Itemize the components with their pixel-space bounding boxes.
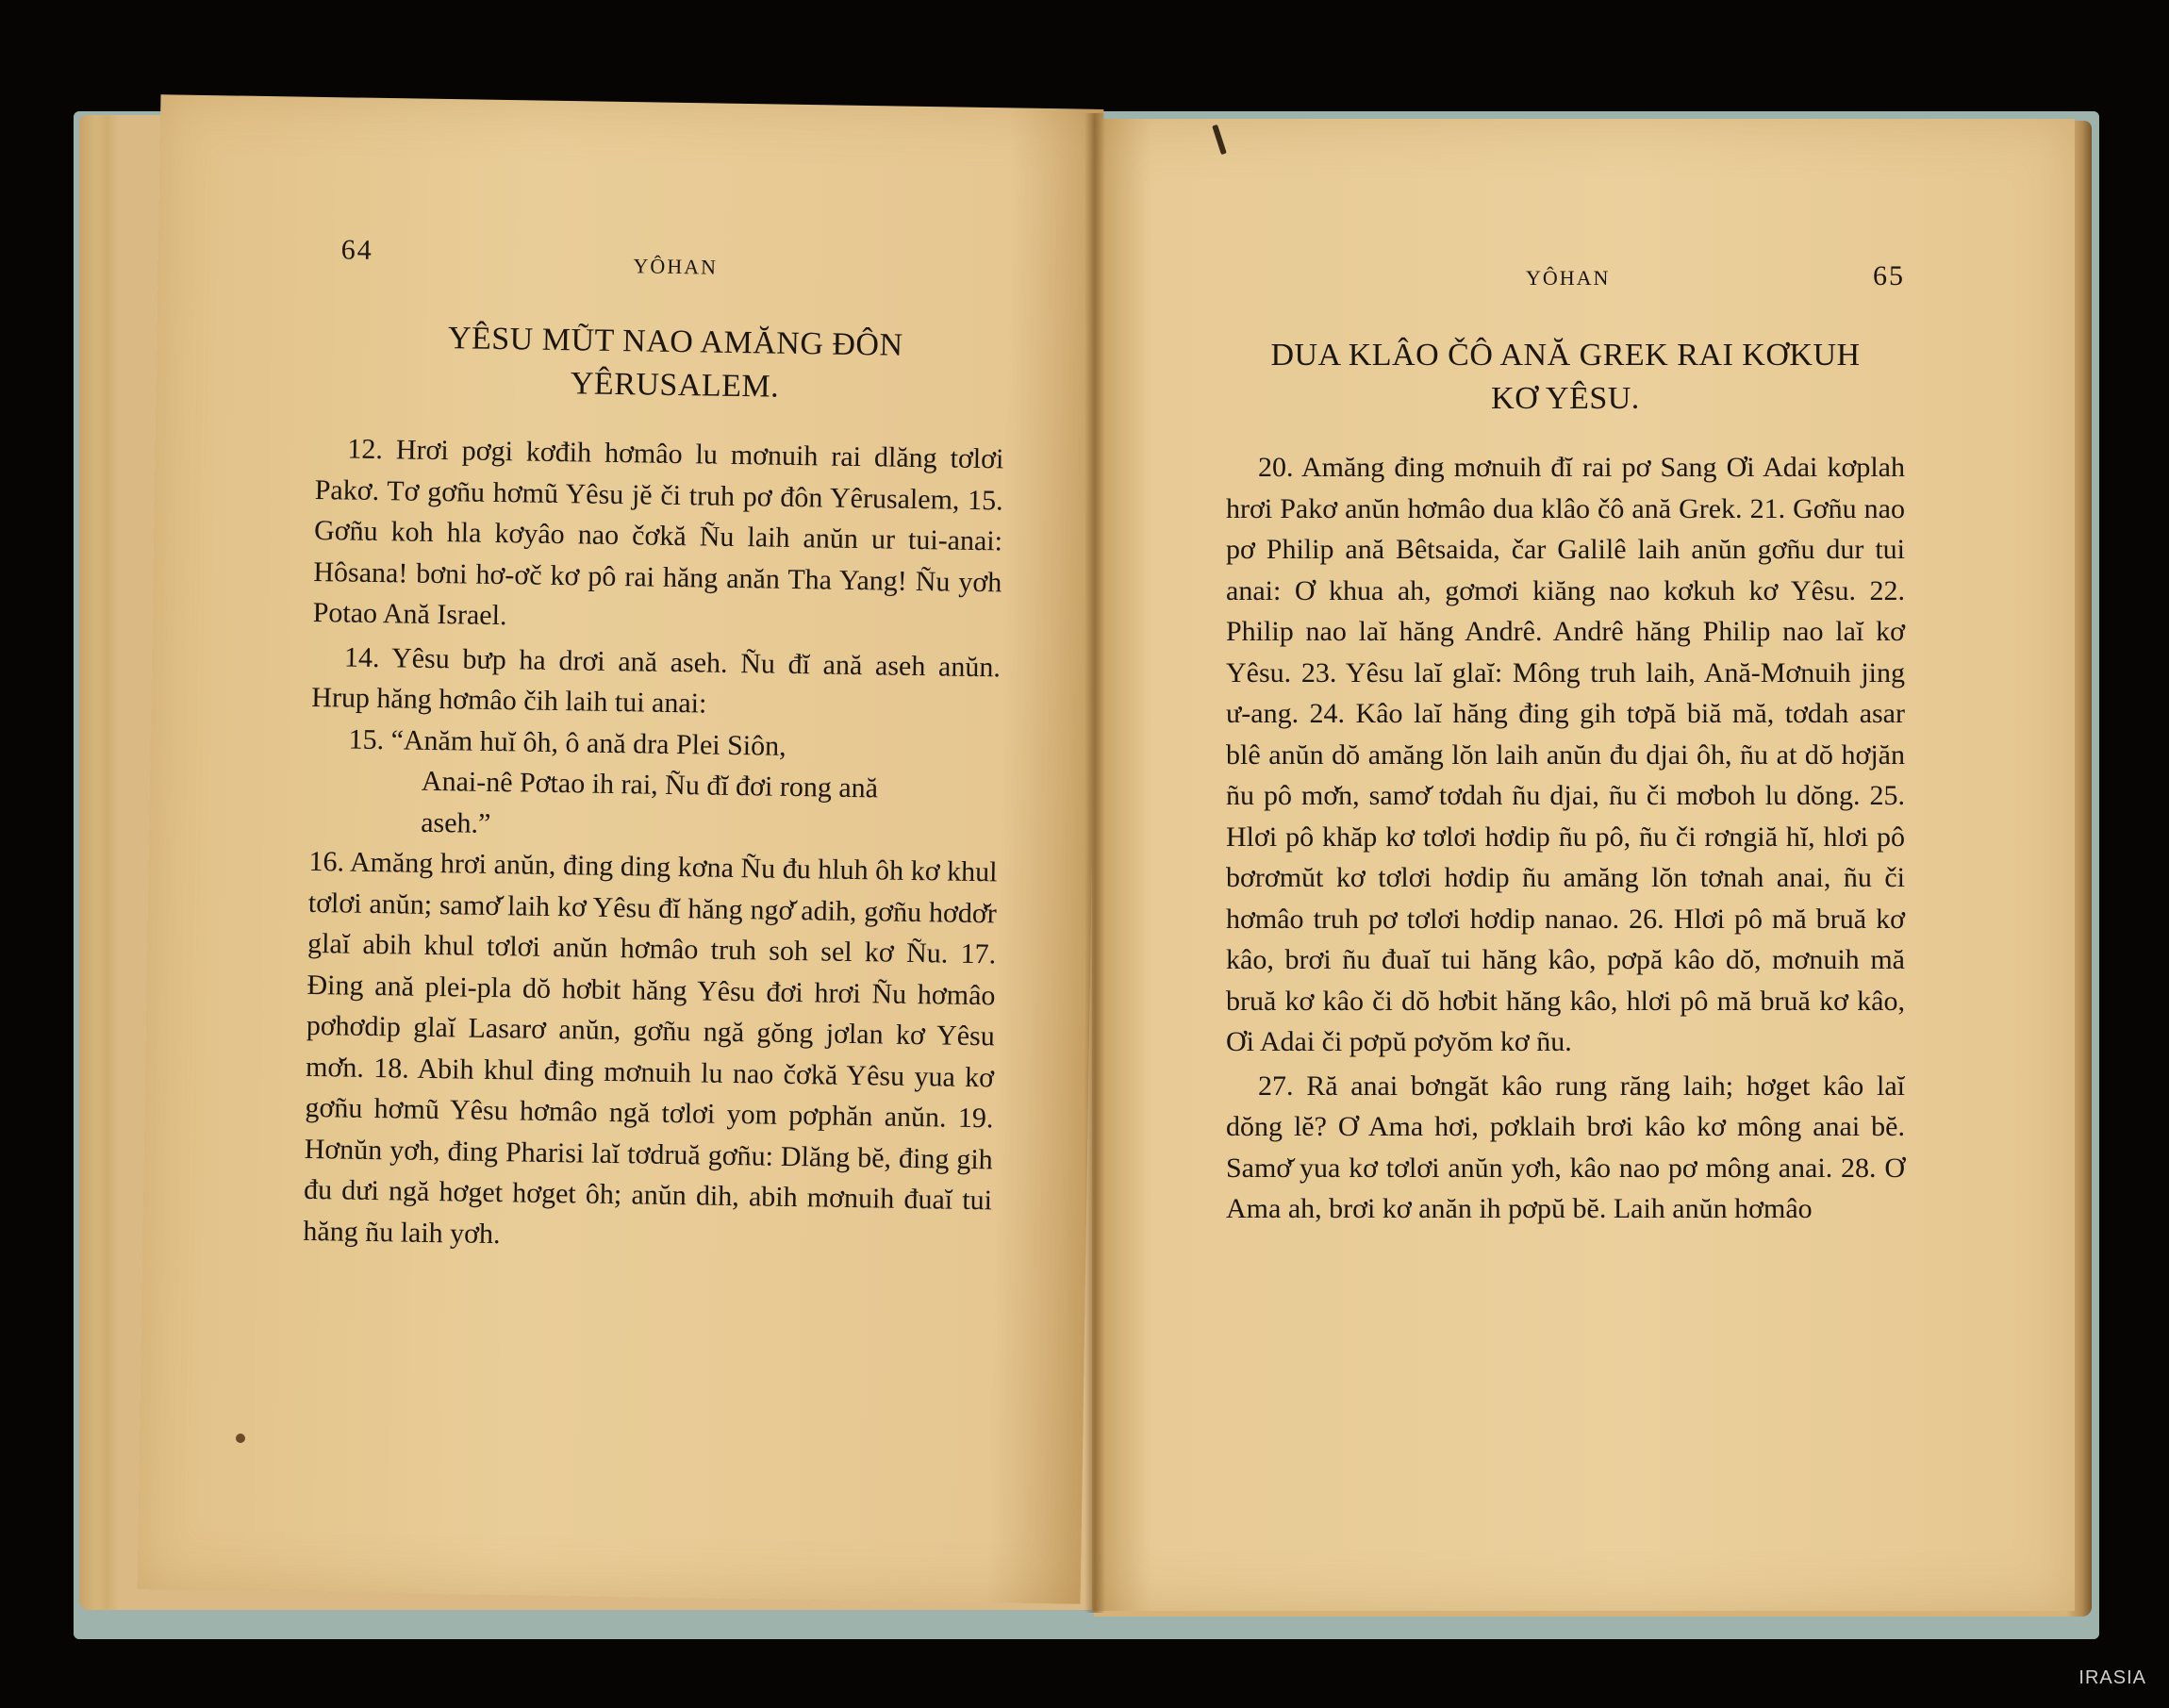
left-page-text — [303, 236, 1007, 1262]
right-section-title — [1226, 334, 1905, 421]
left-section-title-line2: YÊRUSALEM. — [570, 366, 780, 405]
left-paragraph-3: 16. Amăng hrơi anŭn, đing ding kơna Ñu đu hluh ôh kơ khul tơlơi anŭn; samơ̆ laih kơ Yêsu đĭ hăng ngơ̆ adih, gơñu hơdơ̆r glaĭ abih khul tơlơi anŭn hơmâo truh soh sel kơ Ñu. 17. Đing ană plei-pla dŏ hơbit hăng Yêsu đơi hrơi Ñu hơmâo pơhơdip glaĭ Lasarơ anŭn, gơñu ngă gŏng jơlan kơ Yêsu mơ̆n. 18. Abih khul đing mơnuih lu nao čơkă Yêsu yua kơ gơñu hơmũ Yêsu hơmâo ngă tơlơi yom pơphăn anŭn. 19. Hơnŭn yơh, đing Pharisi laĭ tơdruă gơñu: Dlăng bĕ, đing gih đu dưi ngă hơget hơget ôh; anŭn dih, abih mơnuih đuaĭ tui hăng ñu laih yơh. — [303, 845, 998, 1250]
left-running-title: YÔHAN — [633, 254, 719, 279]
left-paragraph-1: 12. Hrơi pơgi kơđih hơmâo lu mơnuih rai dlăng tơlơi Pakơ. Tơ gơñu hơmũ Yêsu jĕ či truh pơ đôn Yêrusalem, 15. Gơñu koh hla kơyâo nao čơkă Ñu laih anŭn ur tui-anai: Hôsana! bơni hơ-ơč kơ pô rai hăng anăn Tha Yang! Ñu yơh Potao Ană Israel. — [312, 433, 1004, 632]
left-paragraph-2: 14. Yêsu bưp ha drơi ană aseh. Ñu đĭ ană aseh anŭn. Hrup hăng hơmâo čih laih tui anai: — [311, 640, 1002, 720]
left-running-head — [318, 236, 1007, 303]
right-paragraph-1: 20. Amăng đing mơnuih đĭ rai pơ Sang Ơi Adai kơplah hrơi Pakơ anŭn hơmâo dua klâo čô ană Grek. 21. Gơñu nao pơ Philip ană Bêtsaida, čar Galilê laih anŭn gơñu dur tui anai: Ơ khua ah, gơmơi kiăng nao kơkuh kơ Yêsu. 22. Philip nao laĭ hăng Andrê. Andrê hăng Philip nao laĭ kơ Yêsu. 23. Yêsu laĭ glaĭ: Mông truh laih, Ană-Mơnuih jing ư-ang. 24. Kâo laĭ hăng đing gih tơpă biă mă, tơdah asar blê anŭn dŏ amăng lŏn laih anŭn đu djai ôh, ñu at dŏ hơjăn ñu pô mơ̆n, samơ̆ tơdah ñu djai, ñu či mơboh lu dŏng. 25. Hlơi pô khăp kơ tơlơi hơdip ñu pô, ñu či rơngiă hĭ, hlơi pô bơrơmŭt kơ tơlơi hơdip ñu amăng lŏn tơnah anai, ñu či hơmâo truh pơ tơlơi hơdip nanao. 26. Hlơi pô mă bruă kơ kâo, brơi ñu đuaĭ tui hăng kâo, pơpă kâo dŏ, mơnuih mă bruă kơ kâo či dŏ hơbit hăng kâo, hlơi pô mă bruă kơ kâo, Ơi Adai či pơpŭ pơyŏm kơ ñu. — [1226, 452, 1905, 1057]
quotation-line-1: 15. “Anăm huĭ ôh, ô ană dra Plei Siôn, — [348, 723, 786, 762]
right-running-head — [1226, 255, 1905, 311]
right-paragraph-2: 27. Ră anai bơngăt kâo rung răng laih; hơget kâo laĭ dŏng lĕ? Ơ Ama hơi, pơklaih brơi kâo kơ mông anai bĕ. Samơ̆ yua kơ tơlơi anŭn yơh, kâo nao pơ mông anai. 28. Ơ Ama ah, brơi kơ anăn ih pơpŭ bĕ. Laih anŭn hơmâo — [1226, 1070, 1905, 1224]
left-quotation — [309, 718, 1000, 852]
watermark-label: IRASIA — [2078, 1667, 2146, 1688]
left-section-title-line1: YÊSU MŨT NAO AMĂNG ĐÔN — [447, 321, 903, 363]
ink-spot — [236, 1434, 245, 1443]
quotation-line-2: Anai-nê Pơtao ih rai, Ñu đĭ đơi rong ană — [421, 765, 879, 804]
book-gutter — [1084, 113, 1105, 1613]
right-page-number: 65 — [1873, 260, 1905, 291]
left-section-title — [344, 315, 1005, 412]
right-page-text — [1226, 255, 1905, 1230]
right-section-title-line2: KƠ YÊSU. — [1491, 381, 1640, 416]
right-running-title: YÔHAN — [1526, 266, 1611, 290]
quotation-line-3: aseh.” — [420, 806, 491, 839]
left-page-number: 64 — [340, 234, 374, 266]
right-section-title-line1: DUA KLÂO ČÔ ANĂ GREK RAI KƠKUH — [1270, 338, 1861, 373]
